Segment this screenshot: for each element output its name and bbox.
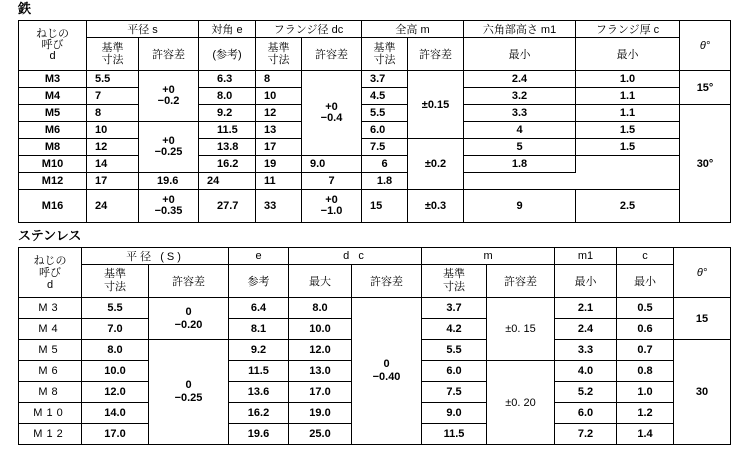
- steel-row-height: 6.0: [362, 122, 408, 139]
- steel-row-flange-thickness: 1.5: [576, 139, 680, 156]
- steel-row-flange-thickness: 1.5: [576, 122, 680, 139]
- steel-row-flange-thickness: 1.0: [576, 71, 680, 88]
- steel-row-flange-thickness: 1.1: [576, 105, 680, 122]
- steel-row-hex-height: 3.2: [464, 88, 576, 105]
- steel-row-flange: 24: [199, 173, 256, 190]
- stainless-header-dc-max: 最大: [289, 265, 352, 298]
- steel-row-flange: 12: [256, 105, 302, 122]
- steel-header-width-std: 基準 寸法: [87, 38, 139, 71]
- stainless-row-e: 9.2: [229, 340, 289, 361]
- stainless-header-m1: m1: [555, 248, 617, 265]
- steel-row-height: 7.5: [362, 139, 408, 156]
- stainless-dc-tolerance: 0 −0.40: [352, 298, 422, 445]
- stainless-row-m1: 7.2: [555, 424, 617, 445]
- stainless-row-width: 14.0: [82, 403, 149, 424]
- stainless-row-e: 13.6: [229, 382, 289, 403]
- steel-row-height: 5.5: [362, 105, 408, 122]
- stainless-row-m1: 2.1: [555, 298, 617, 319]
- stainless-row-e: 6.4: [229, 298, 289, 319]
- steel-row-flange: 33: [256, 190, 302, 223]
- steel-row-hex-height: 6: [362, 156, 408, 173]
- steel-header-diag: 対角 e: [199, 21, 256, 38]
- stainless-header-c-min: 最小: [617, 265, 674, 298]
- steel-row-thread: M4: [19, 88, 87, 105]
- stainless-header-e: e: [229, 248, 289, 265]
- steel-row-hex-height: 9: [464, 190, 576, 223]
- stainless-row-c: 0.7: [617, 340, 674, 361]
- steel-header-height-tol: 許容差: [408, 38, 464, 71]
- stainless-row-e: 19.6: [229, 424, 289, 445]
- stainless-header-thread: ねじの 呼び d: [19, 248, 82, 298]
- steel-width-tolerance: +0 −0.2: [139, 71, 199, 122]
- steel-header-width-tol: 許容差: [139, 38, 199, 71]
- stainless-header-m1-min: 最小: [555, 265, 617, 298]
- steel-header-thread: ねじの 呼び d: [19, 21, 87, 71]
- stainless-width-tolerance: 0 −0.25: [149, 340, 229, 445]
- stainless-header-width-tol: 許容差: [149, 265, 229, 298]
- stainless-row-dc: 8.0: [289, 298, 352, 319]
- stainless-row-dc: 17.0: [289, 382, 352, 403]
- steel-row-width: 24: [87, 190, 139, 223]
- stainless-row-dc: 12.0: [289, 340, 352, 361]
- steel-theta-value: 15°: [680, 71, 731, 105]
- stainless-header-m: m: [422, 248, 555, 265]
- stainless-row-width: 12.0: [82, 382, 149, 403]
- stainless-row-width: 10.0: [82, 361, 149, 382]
- stainless-section-title: ステンレス: [18, 228, 82, 243]
- steel-row-thread: M12: [19, 173, 87, 190]
- stainless-row-m1: 5.2: [555, 382, 617, 403]
- stainless-row-width: 17.0: [82, 424, 149, 445]
- steel-row-hex-height: 3.3: [464, 105, 576, 122]
- steel-row-flange: 17: [256, 139, 302, 156]
- stainless-row-m1: 4.0: [555, 361, 617, 382]
- stainless-row-m: 7.5: [422, 382, 487, 403]
- steel-header-width: 平径 s: [87, 21, 199, 38]
- steel-row-diag: 6.3: [199, 71, 256, 88]
- stainless-row-m: 3.7: [422, 298, 487, 319]
- stainless-header-width: 平径 (S): [82, 248, 229, 265]
- stainless-theta-value: 15: [674, 298, 731, 340]
- stainless-row-e: 8.1: [229, 319, 289, 340]
- stainless-width-tolerance: 0 −0.20: [149, 298, 229, 340]
- steel-width-tolerance: +0 −0.25: [139, 122, 199, 173]
- steel-row-height: 15: [362, 190, 408, 223]
- steel-header-hex-height: 六角部高さ m1: [464, 21, 576, 38]
- stainless-header-width-std: 基準 寸法: [82, 265, 149, 298]
- stainless-header-m-std: 基準 寸法: [422, 265, 487, 298]
- stainless-row-thread: M4: [19, 319, 82, 340]
- steel-header-flange-tol: 許容差: [302, 38, 362, 71]
- stainless-row-dc: 13.0: [289, 361, 352, 382]
- stainless-row-m1: 3.3: [555, 340, 617, 361]
- steel-row-width: 12: [87, 139, 139, 156]
- stainless-row-dc: 19.0: [289, 403, 352, 424]
- stainless-m-tolerance: ±0. 15: [487, 298, 555, 361]
- steel-width-tolerance: +0 −0.35: [139, 190, 199, 223]
- stainless-header-theta: θ°: [674, 248, 731, 298]
- stainless-row-m: 11.5: [422, 424, 487, 445]
- steel-row-height: 4.5: [362, 88, 408, 105]
- steel-row-height: 3.7: [362, 71, 408, 88]
- stainless-row-dc: 25.0: [289, 424, 352, 445]
- stainless-row-m: 4.2: [422, 319, 487, 340]
- stainless-header-dc-tol: 許容差: [352, 265, 422, 298]
- stainless-row-c: 0.5: [617, 298, 674, 319]
- steel-row-diag: 16.2: [199, 156, 256, 173]
- steel-header-height-std: 基準 寸法: [362, 38, 408, 71]
- stainless-row-e: 11.5: [229, 361, 289, 382]
- steel-section-title: 鉄: [18, 1, 32, 16]
- stainless-row-m1: 6.0: [555, 403, 617, 424]
- steel-row-diag: 8.0: [199, 88, 256, 105]
- steel-header-hex-min: 最小: [464, 38, 576, 71]
- steel-theta-value: 30°: [680, 105, 731, 223]
- stainless-row-m: 6.0: [422, 361, 487, 382]
- steel-header-diag-ref: (参考): [199, 38, 256, 71]
- steel-header-flange-std: 基準 寸法: [256, 38, 302, 71]
- stainless-row-dc: 10.0: [289, 319, 352, 340]
- steel-row-thread: M10: [19, 156, 87, 173]
- steel-row-flange-thickness: 1.8: [464, 156, 576, 173]
- stainless-row-thread: M5: [19, 340, 82, 361]
- steel-header-flange: フランジ径 dc: [256, 21, 362, 38]
- steel-row-height: 11: [256, 173, 302, 190]
- steel-height-tolerance: ±0.3: [408, 190, 464, 223]
- steel-row-thread: M8: [19, 139, 87, 156]
- steel-row-thread: M5: [19, 105, 87, 122]
- stainless-row-width: 8.0: [82, 340, 149, 361]
- stainless-header-e-ref: 参考: [229, 265, 289, 298]
- steel-row-thread: M16: [19, 190, 87, 223]
- steel-row-hex-height: 4: [464, 122, 576, 139]
- steel-row-width: 14: [87, 156, 139, 173]
- steel-row-flange-thickness: 1.1: [576, 88, 680, 105]
- stainless-header-dc: d c: [289, 248, 422, 265]
- steel-row-thread: M3: [19, 71, 87, 88]
- stainless-row-thread: M12: [19, 424, 82, 445]
- steel-row-width: 10: [87, 122, 139, 139]
- steel-row-width: 7: [87, 88, 139, 105]
- stainless-theta-value: 30: [674, 340, 731, 445]
- steel-flange-tolerance: +0 −1.0: [302, 190, 362, 223]
- steel-height-tolerance: ±0.2: [408, 139, 464, 190]
- steel-row-diag: 13.8: [199, 139, 256, 156]
- steel-row-flange: 13: [256, 122, 302, 139]
- steel-row-flange-thickness: 2.5: [576, 190, 680, 223]
- stainless-header-m-tol: 許容差: [487, 265, 555, 298]
- stainless-row-c: 0.6: [617, 319, 674, 340]
- stainless-row-c: 0.8: [617, 361, 674, 382]
- stainless-row-thread: M6: [19, 361, 82, 382]
- steel-row-flange-thickness: 1.8: [362, 173, 408, 190]
- stainless-dimension-table: [18, 247, 731, 445]
- steel-header-flange-thickness: フランジ厚 c: [576, 21, 680, 38]
- steel-header-height: 全高 m: [362, 21, 464, 38]
- steel-row-diag: 11.5: [199, 122, 256, 139]
- stainless-row-e: 16.2: [229, 403, 289, 424]
- steel-row-hex-height: 7: [302, 173, 362, 190]
- stainless-row-thread: M10: [19, 403, 82, 424]
- steel-row-hex-height: 2.4: [464, 71, 576, 88]
- stainless-row-thread: M8: [19, 382, 82, 403]
- stainless-row-thread: M3: [19, 298, 82, 319]
- stainless-row-c: 1.0: [617, 382, 674, 403]
- steel-dimension-table: [18, 20, 731, 223]
- steel-row-flange: 8: [256, 71, 302, 88]
- steel-header-theta: θ°: [680, 21, 731, 71]
- steel-row-width: 5.5: [87, 71, 139, 88]
- steel-row-diag: 9.2: [199, 105, 256, 122]
- stainless-header-c: c: [617, 248, 674, 265]
- stainless-row-width: 5.5: [82, 298, 149, 319]
- stainless-row-c: 1.2: [617, 403, 674, 424]
- stainless-row-width: 7.0: [82, 319, 149, 340]
- steel-row-flange: 10: [256, 88, 302, 105]
- steel-row-width: 17: [87, 173, 139, 190]
- steel-height-tolerance: ±0.15: [408, 71, 464, 139]
- steel-row-thread: M6: [19, 122, 87, 139]
- stainless-m-tolerance: ±0. 20: [487, 361, 555, 445]
- stainless-row-c: 1.4: [617, 424, 674, 445]
- steel-row-height: 9.0: [302, 156, 362, 173]
- stainless-row-m1: 2.4: [555, 319, 617, 340]
- stainless-row-m: 9.0: [422, 403, 487, 424]
- steel-row-flange: 19: [256, 156, 302, 173]
- steel-row-hex-height: 5: [464, 139, 576, 156]
- steel-flange-tolerance: +0 −0.4: [302, 71, 362, 156]
- stainless-row-m: 5.5: [422, 340, 487, 361]
- steel-header-flange-t-min: 最小: [576, 38, 680, 71]
- steel-row-width: 8: [87, 105, 139, 122]
- steel-row-diag: 27.7: [199, 190, 256, 223]
- steel-row-diag: 19.6: [139, 173, 199, 190]
